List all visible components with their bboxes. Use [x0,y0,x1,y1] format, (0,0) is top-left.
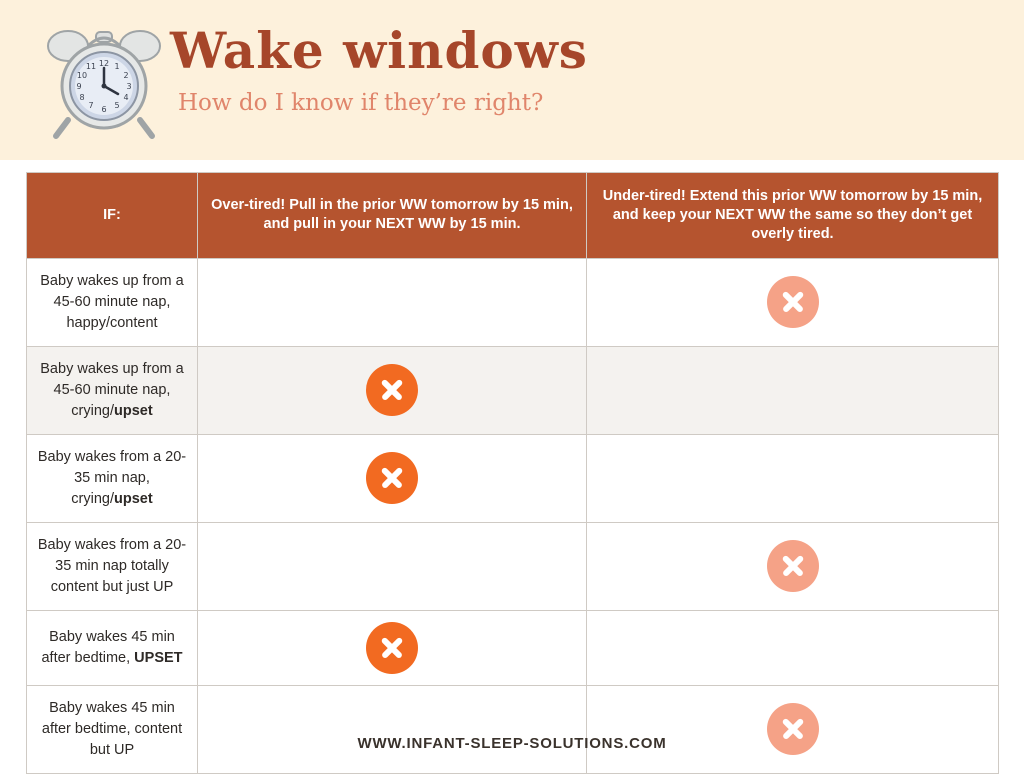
svg-text:4: 4 [123,93,129,102]
column-header-if: IF: [27,173,198,259]
column-header-over-tired: Over-tired! Pull in the prior WW tomorrow by 15 min, and pull in your NEXT WW by 15 min. [198,173,587,259]
svg-text:7: 7 [88,101,94,110]
svg-text:5: 5 [114,101,120,110]
cell-over-tired [198,258,587,346]
cell-under-tired [587,346,999,434]
svg-text:9: 9 [76,82,82,91]
cell-over-tired [198,346,587,434]
wake-windows-table [26,172,999,774]
x-mark-icon [767,276,819,328]
footer-website: WWW.INFANT-SLEEP-SOLUTIONS.COM [357,735,667,752]
cell-over-tired [198,522,587,610]
table-row [27,685,999,773]
table-header-row [27,173,999,259]
svg-text:6: 6 [101,105,107,114]
table-body [27,258,999,773]
cell-under-tired [587,685,999,773]
row-label: Baby wakes up from a 45-60 minute nap, happy/content [27,258,198,346]
table-row [27,258,999,346]
cell-under-tired [587,522,999,610]
alarm-clock-icon [38,24,170,144]
page-subtitle: How do I know if they’re right? [178,89,544,116]
svg-text:10: 10 [76,71,88,80]
row-label: Baby wakes 45 min after bedtime, UPSET [27,610,198,685]
x-mark-icon [366,364,418,416]
cell-over-tired [198,610,587,685]
table-row [27,610,999,685]
svg-text:11: 11 [85,62,97,71]
cell-under-tired [587,434,999,522]
svg-text:12: 12 [98,59,110,68]
svg-text:3: 3 [126,82,132,91]
column-header-under-tired: Under-tired! Extend this prior WW tomorrow by 15 min, and keep your NEXT WW the same so they don’t get overly tired. [587,173,999,259]
cell-over-tired [198,685,587,773]
svg-text:2: 2 [123,71,129,80]
cell-under-tired [587,258,999,346]
x-mark-icon [767,540,819,592]
svg-text:1: 1 [114,62,120,71]
row-label: Baby wakes from a 20-35 min nap, crying/upset [27,434,198,522]
page-title: Wake windows [170,21,588,80]
table-row [27,434,999,522]
row-label: Baby wakes 45 min after bedtime, content but UP [27,685,198,773]
row-label: Baby wakes up from a 45-60 minute nap, crying/upset [27,346,198,434]
table-row [27,522,999,610]
header-band [0,0,1024,160]
table-header [27,173,999,259]
table-row [27,346,999,434]
x-mark-icon [366,452,418,504]
x-mark-icon [366,622,418,674]
cell-under-tired [587,610,999,685]
svg-text:8: 8 [79,93,85,102]
header-text-block [170,22,588,117]
row-label: Baby wakes from a 20-35 min nap totally content but just UP [27,522,198,610]
cell-over-tired [198,434,587,522]
